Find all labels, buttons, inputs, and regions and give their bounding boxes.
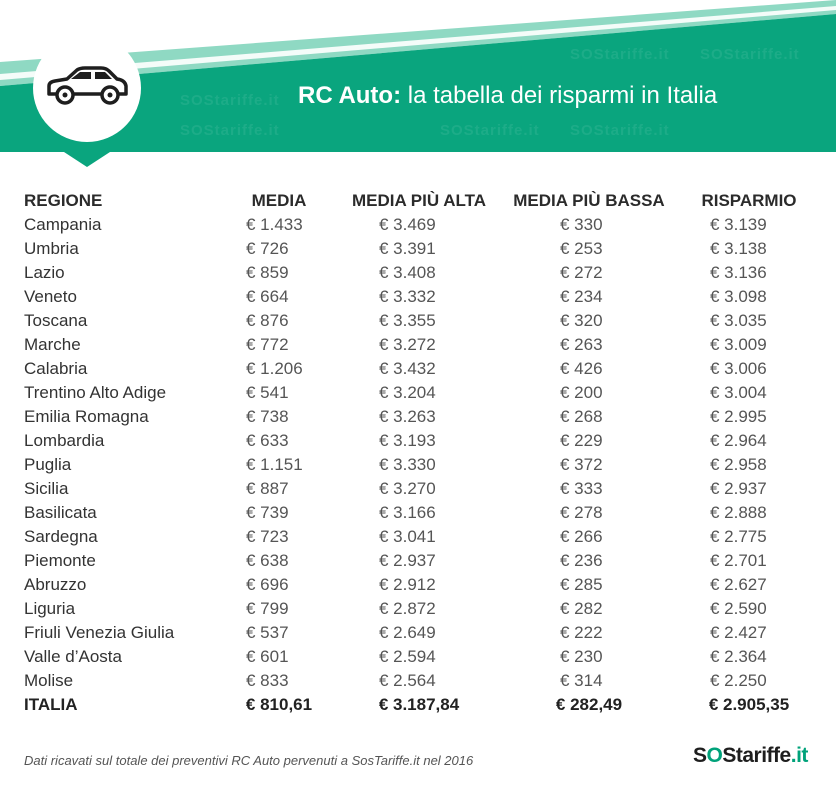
title-rest: la tabella dei risparmi in Italia — [401, 82, 718, 109]
cell-media: € 772 — [246, 335, 289, 354]
cell-regione: Valle d’Aosta — [24, 647, 122, 666]
car-icon — [43, 64, 131, 108]
table-row — [24, 477, 824, 501]
cell-risparmio: € 2.888 — [710, 503, 767, 522]
cell-risparmio: € 3.035 — [710, 311, 767, 330]
cell-media-alta: € 3.041 — [379, 527, 436, 546]
cell-media-bassa: € 314 — [560, 671, 603, 690]
cell-risparmio: € 2.937 — [710, 479, 767, 498]
cell-media: € 739 — [246, 503, 289, 522]
col-header-media-bassa: MEDIA PIÙ BASSA — [513, 190, 665, 210]
watermark: SOStariffe.it — [570, 122, 670, 139]
cell-media-bassa: € 285 — [560, 575, 603, 594]
col-header-risparmio: RISPARMIO — [701, 190, 797, 210]
table-row — [24, 333, 824, 357]
table-row — [24, 381, 824, 405]
footnote: Dati ricavati sul totale dei preventivi RC Auto pervenuti a SosTariffe.it nel 2016 — [24, 753, 474, 768]
cell-risparmio: € 2.627 — [710, 575, 767, 594]
cell-risparmio: € 2.250 — [710, 671, 767, 690]
cell-media: € 696 — [246, 575, 289, 594]
cell-media-bassa: € 236 — [560, 551, 603, 570]
table-row — [24, 309, 824, 333]
table-row — [24, 597, 824, 621]
watermark: SOStariffe.it — [180, 92, 280, 109]
cell-media-alta: € 3.355 — [379, 311, 436, 330]
cell-media: € 1.206 — [246, 359, 303, 378]
watermark: SOStariffe.it — [700, 46, 800, 63]
cell-risparmio: € 2.590 — [710, 599, 767, 618]
cell-media-alta: € 3.263 — [379, 407, 436, 426]
cell-media-bassa: € 229 — [560, 431, 603, 450]
table-row — [24, 213, 824, 237]
cell-media-alta: € 3.432 — [379, 359, 436, 378]
cell-risparmio: € 2.964 — [710, 431, 767, 450]
table-row — [24, 261, 824, 285]
cell-regione: Lombardia — [24, 431, 105, 450]
cell-regione: Piemonte — [24, 551, 96, 570]
cell-risparmio: € 2.427 — [710, 623, 767, 642]
table-row — [24, 237, 824, 261]
cell-regione: Friuli Venezia Giulia — [24, 623, 175, 642]
cell-media: € 1.151 — [246, 455, 303, 474]
cell-media: € 887 — [246, 479, 289, 498]
cell-risparmio: € 2.364 — [710, 647, 767, 666]
cell-media-alta: € 3.469 — [379, 215, 436, 234]
table-row — [24, 573, 824, 597]
cell-media-bassa: € 200 — [560, 383, 603, 402]
cell-media: € 859 — [246, 263, 289, 282]
cell-risparmio: € 2.775 — [710, 527, 767, 546]
cell-regione: Sardegna — [24, 527, 98, 546]
cell-regione: Umbria — [24, 239, 79, 258]
cell-media: € 638 — [246, 551, 289, 570]
cell-media-alta: € 2.564 — [379, 671, 436, 690]
watermark: SOStariffe.it — [180, 122, 280, 139]
table-row — [24, 285, 824, 309]
cell-media: € 799 — [246, 599, 289, 618]
cell-media-alta: € 3.204 — [379, 383, 436, 402]
table-row-total — [24, 693, 824, 717]
cell-risparmio: € 2.701 — [710, 551, 767, 570]
cell-media-bassa: € 266 — [560, 527, 603, 546]
logo-letter: O — [706, 744, 723, 767]
cell-regione: Liguria — [24, 599, 76, 618]
cell-regione: Puglia — [24, 455, 72, 474]
table-row — [24, 669, 824, 693]
cell-media-alta: € 2.912 — [379, 575, 436, 594]
cell-media-alta: € 2.872 — [379, 599, 436, 618]
cell-regione: Sicilia — [24, 479, 69, 498]
sostariffe-logo — [693, 744, 808, 768]
cell-risparmio: € 3.138 — [710, 239, 767, 258]
cell-media-bassa: € 426 — [560, 359, 603, 378]
cell-regione: Trentino Alto Adige — [24, 383, 167, 402]
cell-media-bassa: € 320 — [560, 311, 603, 330]
cell-media: € 537 — [246, 623, 289, 642]
cell-media: € 833 — [246, 671, 289, 690]
cell-risparmio: € 3.006 — [710, 359, 767, 378]
cell-media-alta: € 3.391 — [379, 239, 436, 258]
cell-regione: Veneto — [24, 287, 77, 306]
cell-media: € 664 — [246, 287, 289, 306]
table-row — [24, 501, 824, 525]
table-row — [24, 405, 824, 429]
watermark: SOStariffe.it — [570, 46, 670, 63]
cell-media-alta: € 3.332 — [379, 287, 436, 306]
col-header-regione: REGIONE — [24, 190, 103, 210]
table-row — [24, 453, 824, 477]
cell-risparmio: € 3.009 — [710, 335, 767, 354]
cell-media-bassa: € 282 — [560, 599, 603, 618]
cell-media-alta: € 2.594 — [379, 647, 436, 666]
cell-media: € 738 — [246, 407, 289, 426]
cell-media: € 541 — [246, 383, 289, 402]
cell-media-alta: € 3.408 — [379, 263, 436, 282]
header-banner — [0, 0, 836, 170]
cell-media-alta: € 3.187,84 — [378, 695, 460, 714]
watermark: SOStariffe.it — [440, 122, 540, 139]
cell-risparmio: € 3.004 — [710, 383, 767, 402]
logo-domain: .it — [790, 744, 808, 767]
table-row — [24, 429, 824, 453]
cell-media-bassa: € 278 — [560, 503, 603, 522]
table-row — [24, 357, 824, 381]
table-header-row — [24, 188, 824, 213]
cell-risparmio: € 2.905,35 — [708, 695, 790, 714]
cell-media: € 1.433 — [246, 215, 303, 234]
cell-media-bassa: € 253 — [560, 239, 603, 258]
cell-media-bassa: € 282,49 — [555, 695, 623, 714]
cell-media-bassa: € 333 — [560, 479, 603, 498]
cell-media-alta: € 3.166 — [379, 503, 436, 522]
cell-media-bassa: € 222 — [560, 623, 603, 642]
cell-risparmio: € 2.958 — [710, 455, 767, 474]
table-row — [24, 621, 824, 645]
cell-media-bassa: € 268 — [560, 407, 603, 426]
cell-media: € 633 — [246, 431, 289, 450]
table-body — [24, 213, 824, 717]
cell-media-bassa: € 263 — [560, 335, 603, 354]
cell-media-bassa: € 330 — [560, 215, 603, 234]
cell-regione: Emilia Romagna — [24, 407, 149, 426]
cell-media-bassa: € 372 — [560, 455, 603, 474]
car-badge — [33, 34, 141, 142]
cell-risparmio: € 2.995 — [710, 407, 767, 426]
cell-regione: ITALIA — [24, 695, 78, 714]
cell-risparmio: € 3.136 — [710, 263, 767, 282]
cell-media-alta: € 3.272 — [379, 335, 436, 354]
cell-media-alta: € 3.330 — [379, 455, 436, 474]
logo-letter: S — [693, 744, 707, 767]
cell-media: € 810,61 — [245, 695, 313, 714]
logo-letter: S — [722, 744, 736, 767]
cell-regione: Marche — [24, 335, 81, 354]
cell-media: € 723 — [246, 527, 289, 546]
cell-regione: Toscana — [24, 311, 88, 330]
logo-word: tariffe — [735, 744, 791, 767]
cell-media-alta: € 2.937 — [379, 551, 436, 570]
cell-media-bassa: € 272 — [560, 263, 603, 282]
table-row — [24, 645, 824, 669]
table-row — [24, 525, 824, 549]
cell-media-bassa: € 230 — [560, 647, 603, 666]
cell-risparmio: € 3.139 — [710, 215, 767, 234]
cell-regione: Abruzzo — [24, 575, 87, 594]
col-header-media: MEDIA — [251, 190, 307, 210]
cell-regione: Lazio — [24, 263, 65, 282]
cell-regione: Molise — [24, 671, 74, 690]
cell-media: € 726 — [246, 239, 289, 258]
cell-media-bassa: € 234 — [560, 287, 603, 306]
cell-media-alta: € 3.270 — [379, 479, 436, 498]
table-row — [24, 549, 824, 573]
cell-media-alta: € 2.649 — [379, 623, 436, 642]
cell-regione: Calabria — [24, 359, 88, 378]
cell-risparmio: € 3.098 — [710, 287, 767, 306]
cell-media: € 601 — [246, 647, 289, 666]
cell-media: € 876 — [246, 311, 289, 330]
cell-regione: Campania — [24, 215, 102, 234]
cell-regione: Basilicata — [24, 503, 97, 522]
page-title — [298, 82, 717, 110]
col-header-media-alta: MEDIA PIÙ ALTA — [351, 190, 487, 210]
savings-table — [24, 188, 824, 717]
title-bold: RC Auto: — [298, 82, 402, 109]
cell-media-alta: € 3.193 — [379, 431, 436, 450]
